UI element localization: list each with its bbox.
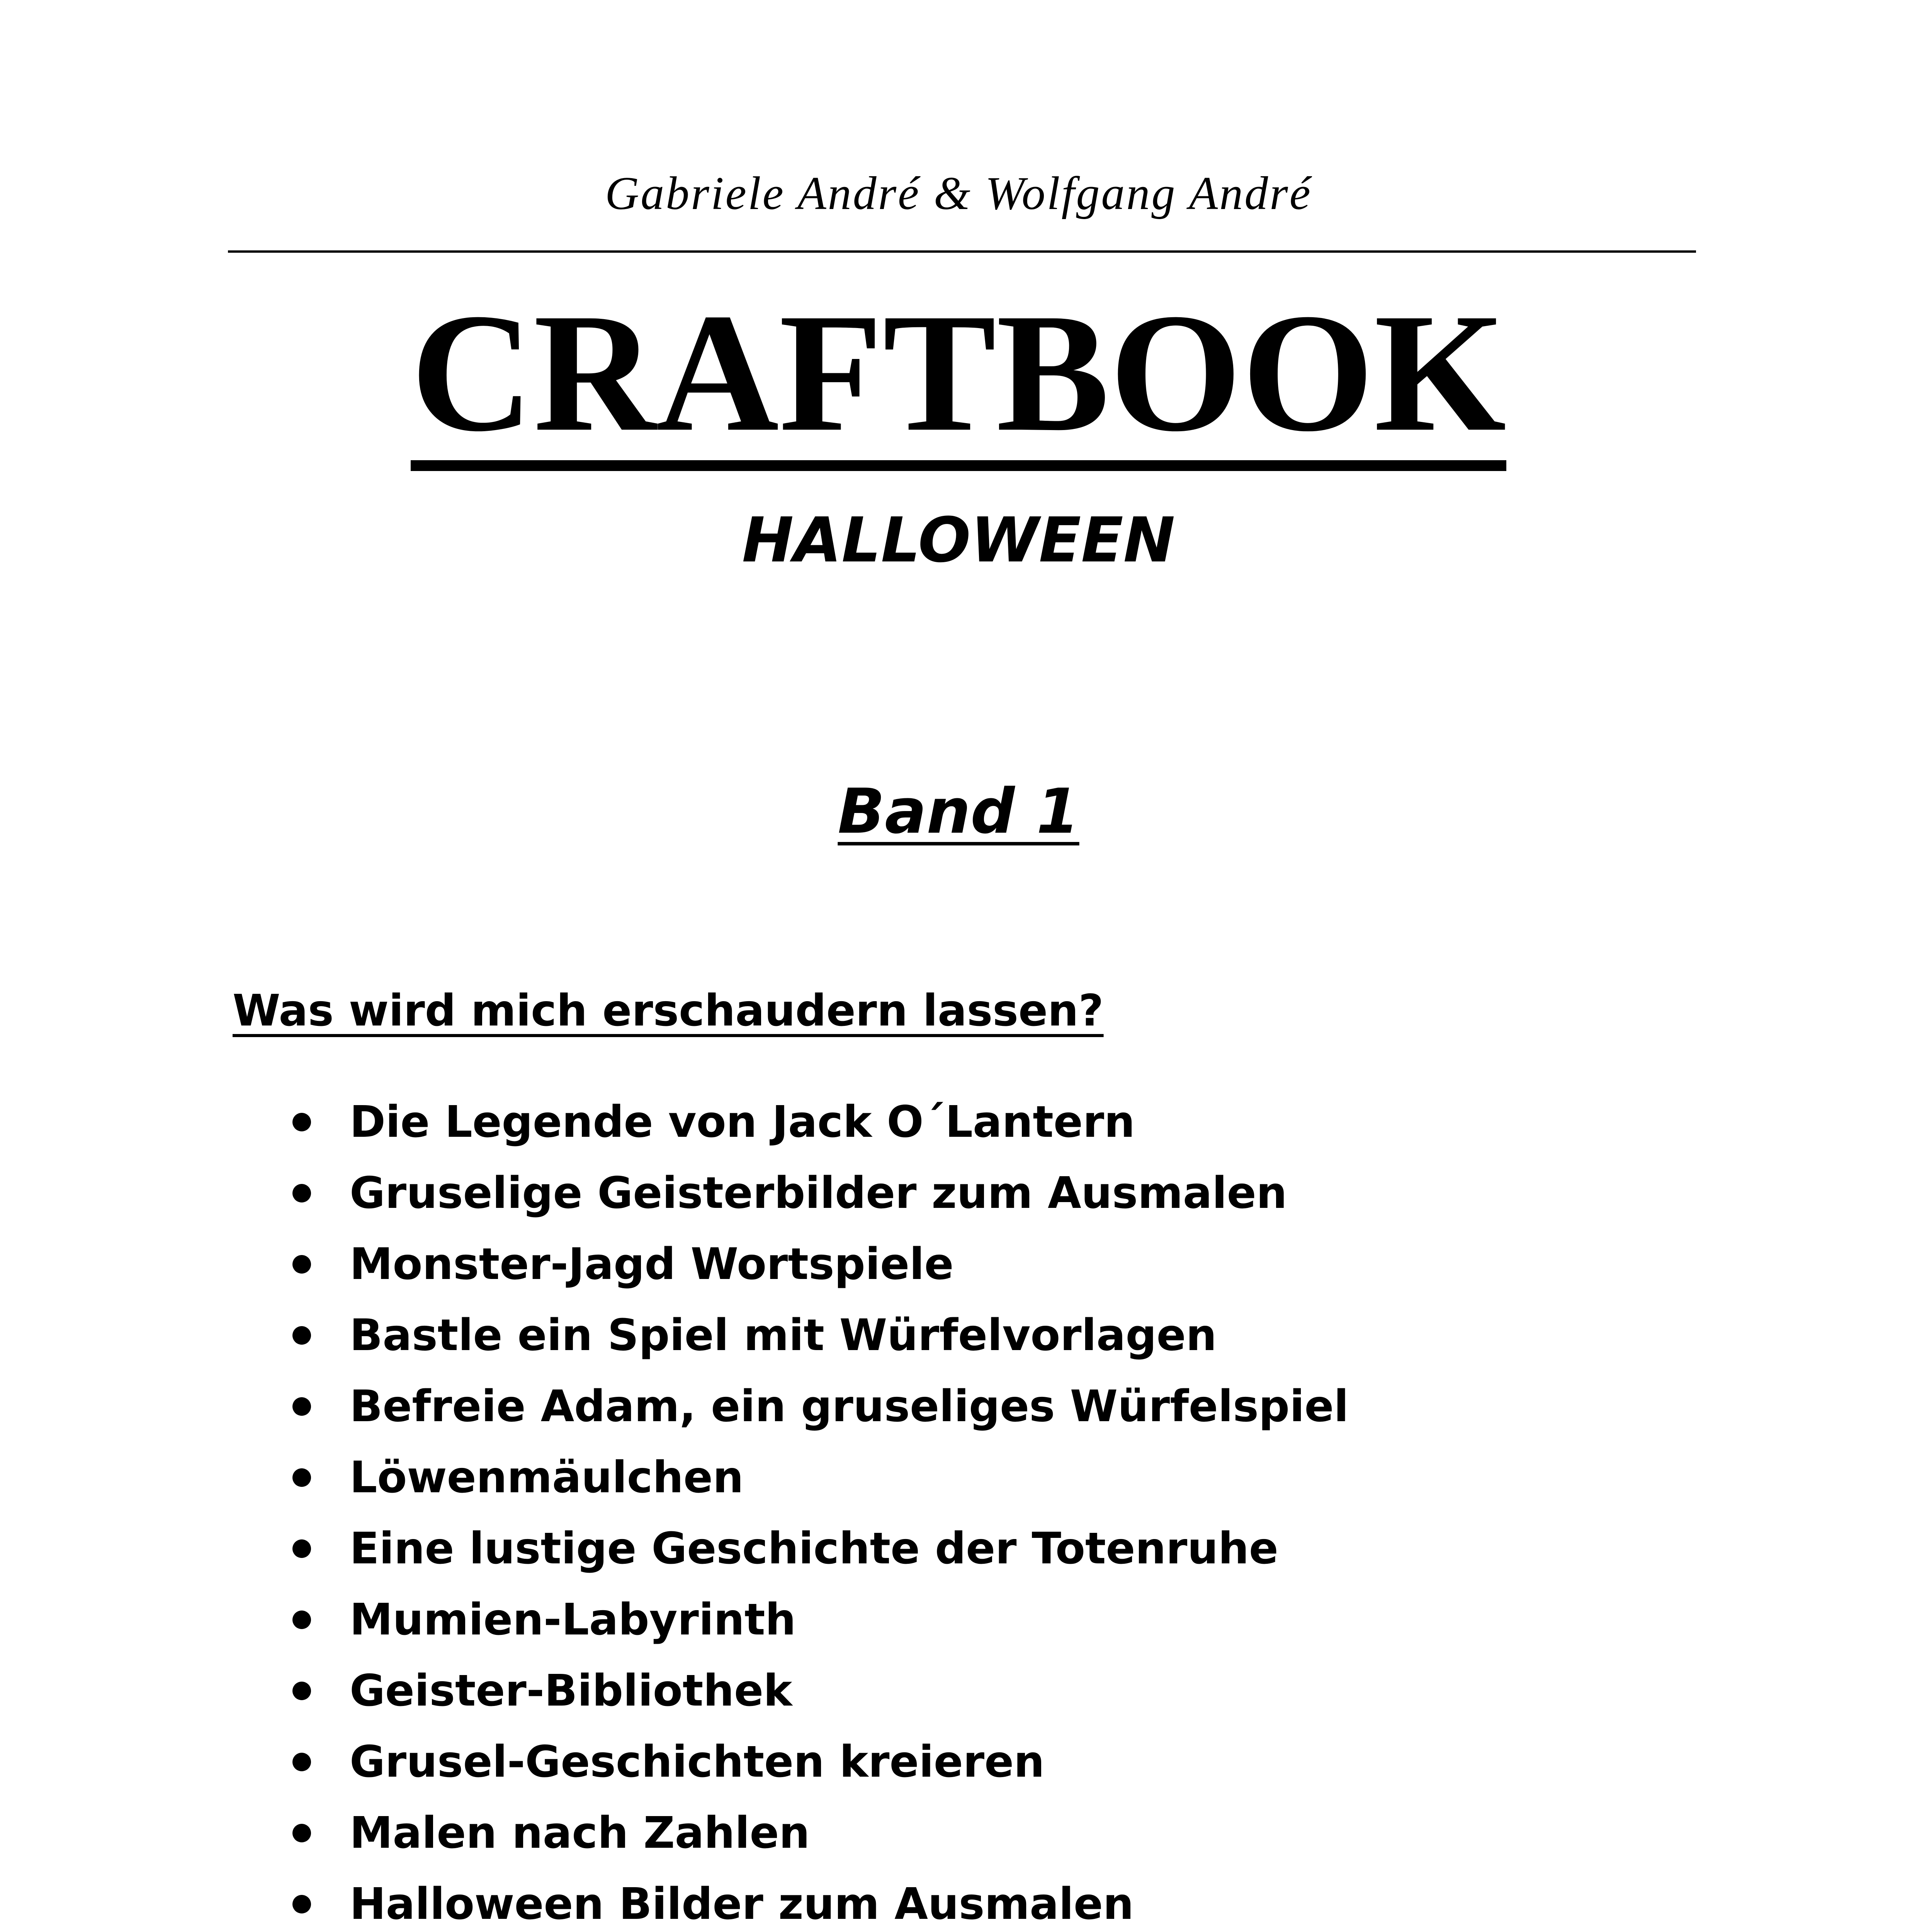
bullet-icon <box>292 1468 311 1487</box>
volume-label <box>0 775 1917 847</box>
list-item <box>350 1442 1349 1513</box>
bullet-icon <box>292 1113 311 1131</box>
list-item-label: Grusel-Geschichten kreieren <box>350 1737 1045 1787</box>
bullet-icon <box>292 1682 311 1700</box>
list-item <box>350 1869 1349 1932</box>
list-item <box>350 1513 1349 1584</box>
bullet-icon <box>292 1326 311 1345</box>
book-title-text: CRAFTBOOK <box>411 288 1506 471</box>
author-names: Gabriele André & Wolfgang André <box>605 167 1312 219</box>
list-item <box>350 1158 1349 1229</box>
list-item <box>350 1726 1349 1798</box>
list-item-label: Löwenmäulchen <box>350 1452 744 1503</box>
bullet-icon <box>292 1255 311 1274</box>
bullet-icon <box>292 1611 311 1629</box>
list-item-label: Befreie Adam, ein gruseliges Würfelspiel <box>350 1381 1349 1432</box>
list-item-label: Malen nach Zahlen <box>350 1808 810 1858</box>
list-item-label: Eine lustige Geschichte der Totenruhe <box>350 1524 1278 1574</box>
bullet-icon <box>292 1539 311 1558</box>
header-divider <box>228 250 1696 253</box>
bullet-icon <box>292 1184 311 1202</box>
bullet-icon <box>292 1753 311 1771</box>
list-item <box>350 1584 1349 1655</box>
book-subtitle: HALLOWEEN <box>742 504 1175 576</box>
list-item <box>350 1798 1349 1869</box>
list-item-label: Bastle ein Spiel mit Würfelvorlagen <box>350 1310 1217 1361</box>
list-item-label: Geister-Bibliothek <box>350 1666 792 1716</box>
volume-label-text: Band 1 <box>838 775 1079 847</box>
list-item <box>350 1655 1349 1726</box>
list-item <box>350 1371 1349 1442</box>
contents-heading: Was wird mich erschaudern lassen? <box>233 986 1104 1036</box>
list-item-label: Halloween Bilder zum Ausmalen <box>350 1879 1134 1929</box>
list-item-label: Mumien-Labyrinth <box>350 1595 796 1645</box>
list-item <box>350 1229 1349 1300</box>
list-item <box>350 1300 1349 1371</box>
bullet-icon <box>292 1397 311 1416</box>
list-item <box>350 1087 1349 1158</box>
list-item-label: Gruselige Geisterbilder zum Ausmalen <box>350 1168 1287 1218</box>
list-item-label: Monster-Jagd Wortspiele <box>350 1239 954 1289</box>
bullet-icon <box>292 1895 311 1913</box>
book-title <box>0 279 1917 471</box>
list-item-label: Die Legende von Jack O´Lantern <box>350 1097 1135 1147</box>
contents-list <box>350 1087 1349 1932</box>
bullet-icon <box>292 1824 311 1842</box>
